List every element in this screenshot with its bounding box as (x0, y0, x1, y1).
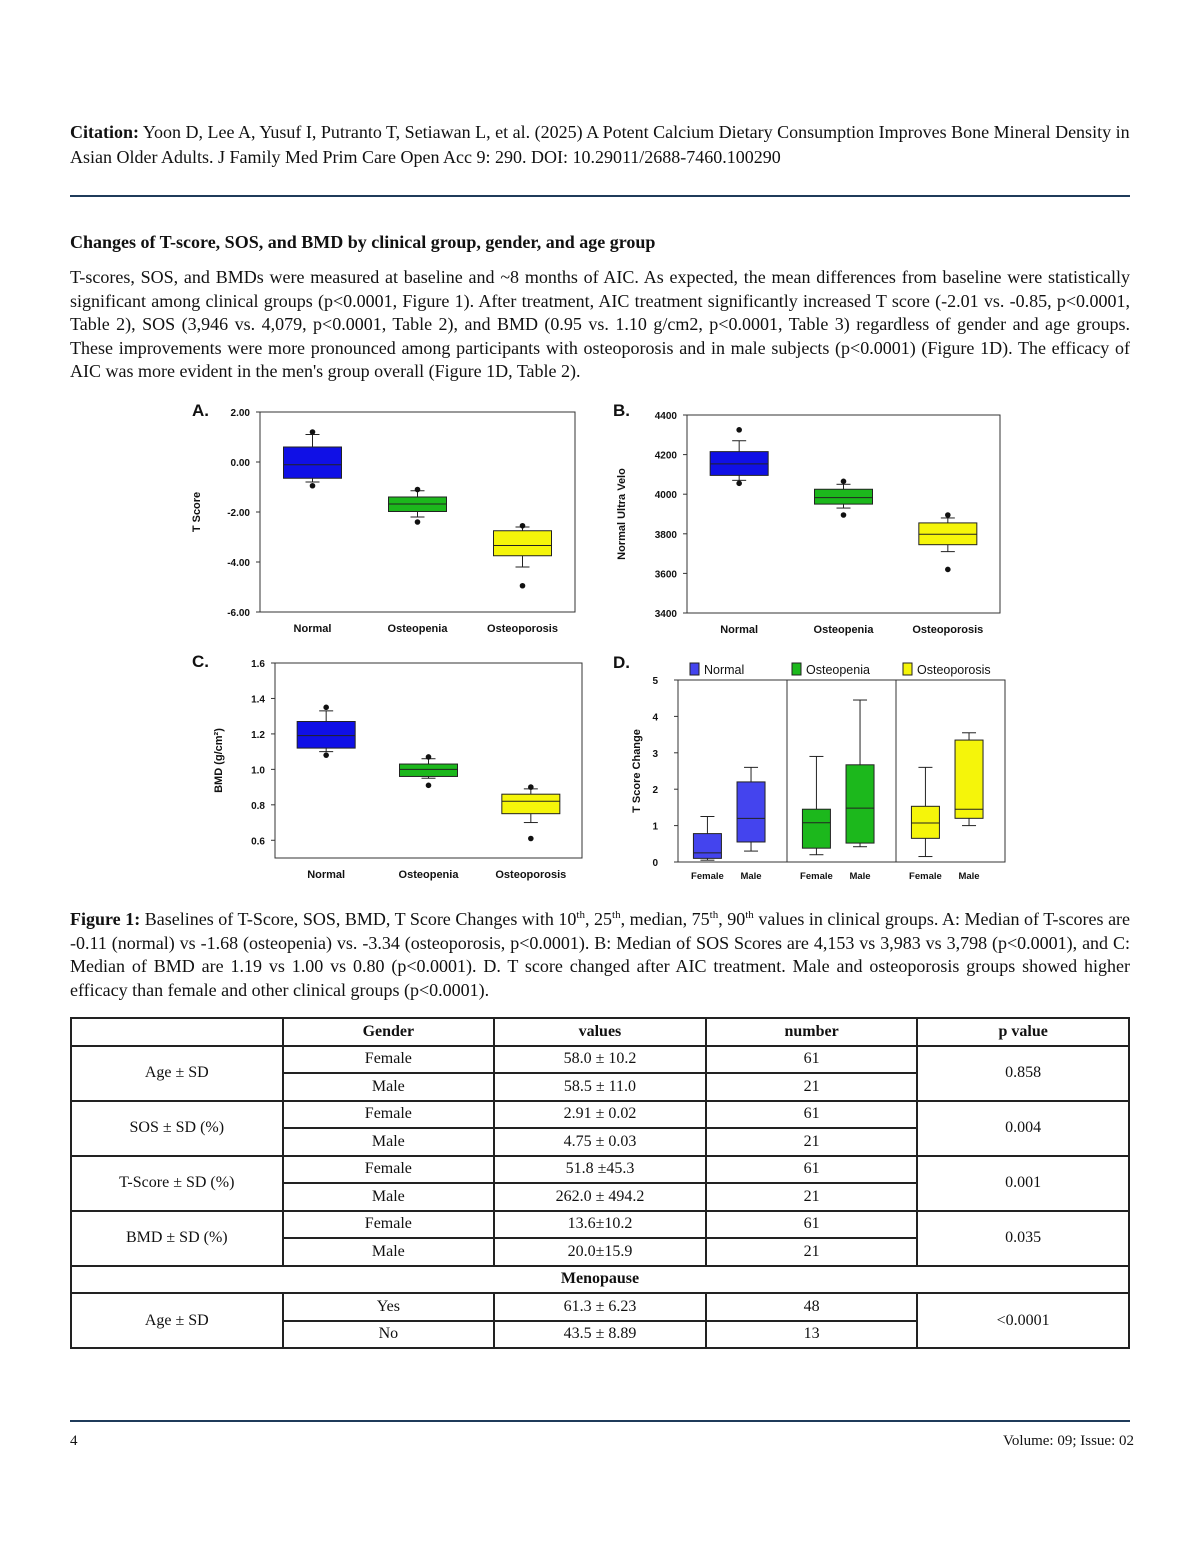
x-tick-label: Osteoporosis (495, 869, 567, 881)
x-tick-label: Osteoporosis (487, 623, 558, 635)
p-value: 0.001 (917, 1156, 1129, 1211)
table-cell: 48 (706, 1293, 918, 1321)
table-cell: Female (283, 1211, 495, 1239)
outlier-point (415, 487, 421, 493)
table-subheading: Menopause (71, 1266, 1129, 1294)
outlier-point (736, 481, 742, 487)
p-value: 0.858 (917, 1046, 1129, 1101)
outlier-point (945, 567, 951, 573)
outlier-point (323, 752, 329, 758)
outlier-point (528, 784, 534, 790)
table-cell: 21 (706, 1238, 918, 1266)
legend-label: Osteopenia (806, 663, 870, 677)
y-tick-label: 4400 (654, 411, 677, 422)
table-header-cell: p value (917, 1018, 1129, 1046)
row-label: Age ± SD (71, 1293, 283, 1348)
outlier-point (310, 483, 316, 489)
y-tick-label: 2 (652, 785, 658, 797)
y-axis-label: T Score (191, 491, 203, 533)
y-tick-label: 0 (652, 858, 658, 869)
x-tick-label: Osteopenia (398, 869, 459, 881)
table-cell: 58.5 ± 11.0 (494, 1073, 706, 1101)
y-tick-label: -6.00 (227, 608, 250, 619)
legend-swatch (690, 663, 699, 675)
outlier-point (736, 427, 742, 433)
table-cell: 61 (706, 1211, 918, 1239)
table-row (71, 1101, 1129, 1129)
table-2 (70, 1017, 1130, 1349)
caption-label: Figure 1: (70, 909, 141, 929)
y-tick-label: 1.2 (251, 729, 265, 741)
outlier-point (310, 429, 316, 435)
box (693, 834, 721, 859)
x-tick-label: Osteopenia (387, 623, 448, 635)
y-tick-label: 1.4 (251, 694, 265, 706)
table-row (71, 1046, 1129, 1074)
section-heading: Changes of T-score, SOS, and BMD by clinical group, gender, and age group (70, 232, 656, 252)
volume-issue: Volume: 09; Issue: 02 (1003, 1433, 1134, 1449)
x-tick-label: Normal (293, 623, 332, 635)
table-cell: 262.0 ± 494.2 (494, 1183, 706, 1211)
y-tick-label: 0.8 (251, 800, 265, 812)
box (911, 806, 939, 838)
box (737, 782, 765, 842)
table-cell: 13.6±10.2 (494, 1211, 706, 1239)
table-cell: Yes (283, 1293, 495, 1321)
table-header-row (71, 1018, 1129, 1046)
caption-sup-2: th (612, 909, 621, 921)
footer-rule (70, 1420, 1130, 1422)
caption-text-5: values in clinical groups. A: Median of T-scores are -0.11 (normal) vs -1.68 (osteopenia) vs. -3.34 (osteoporosis, p<0.0001). B: Median of SOS Scores are 4,153 vs 3,983 vs 3,798 (p<0.0001), and C: Median of BMD are 1.19 vs 1.00 vs 0.80 (p<0.0001). D. T score changed after AIC treatment. Male and osteoporosis groups showed higher efficacy than female and other clinical groups (p<0.0001). (70, 909, 1131, 1000)
figure-1-svg (180, 395, 1020, 895)
box (494, 531, 552, 556)
y-axis-label: BMD (g/cm²) (213, 728, 225, 793)
y-axis-label: Normal Ultra Velo (616, 468, 628, 560)
table-cell: Male (283, 1128, 495, 1156)
y-tick-label: 3600 (654, 569, 677, 581)
y-tick-label: 5 (652, 676, 658, 687)
caption-sup-3: th (709, 909, 719, 921)
row-label: BMD ± SD (%) (71, 1211, 283, 1266)
figure-1 (180, 395, 1020, 895)
panel-label: B. (613, 401, 630, 420)
box (955, 740, 983, 818)
table-cell: 43.5 ± 8.89 (494, 1321, 706, 1349)
y-tick-label: 4200 (654, 450, 677, 462)
row-label: T-Score ± SD (%) (71, 1156, 283, 1211)
outlier-point (426, 783, 432, 789)
table-cell: 51.8 ±45.3 (494, 1156, 706, 1184)
table-cell: 61.3 ± 6.23 (494, 1293, 706, 1321)
outlier-point (945, 512, 951, 518)
table-cell: 61 (706, 1156, 918, 1184)
table-row (71, 1293, 1129, 1321)
panel-label: A. (192, 401, 209, 420)
caption-text-4: , 90 (718, 909, 746, 929)
panel-label: C. (192, 652, 209, 671)
legend-swatch (903, 663, 912, 675)
table-cell: 61 (706, 1101, 918, 1129)
x-tick-label: Female (909, 871, 942, 882)
table-header-cell: Gender (283, 1018, 495, 1046)
y-tick-label: 1.6 (251, 659, 265, 670)
table-cell: Female (283, 1046, 495, 1074)
box (846, 765, 874, 843)
outlier-point (520, 583, 526, 589)
row-label: Age ± SD (71, 1046, 283, 1101)
box (815, 489, 873, 504)
y-tick-label: 1 (652, 821, 658, 833)
body-paragraph: T-scores, SOS, and BMDs were measured at baseline and ~8 months of AIC. As expected, the mean differences from baseline were statistically significant among clinical groups (p<0.0001, Figure 1). After treatment, AIC treatment significantly increased T score (-2.01 vs. -0.85, p<0.0001, Table 2), SOS (3,946 vs. 4,079, p<0.0001, Table 2), and BMD (0.95 vs. 1.10 g/cm2, p<0.0001, Table 3) regardless of gender and age groups. These improvements were more pronounced among participants with osteoporosis and in male subjects (p<0.0001) (Figure 1D). The efficacy of AIC was more evident in the men's group overall (Figure 1D, Table 2). (70, 267, 1130, 381)
x-tick-label: Male (849, 871, 871, 882)
table-cell: Male (283, 1073, 495, 1101)
x-tick-label: Normal (720, 624, 759, 636)
y-tick-label: 2.00 (230, 408, 250, 419)
outlier-point (415, 519, 421, 525)
table-cell: 13 (706, 1321, 918, 1349)
caption-text-1: Baselines of T-Score, SOS, BMD, T Score Changes with 10 (144, 909, 577, 929)
y-tick-label: 4000 (654, 490, 677, 502)
table-cell: 21 (706, 1128, 918, 1156)
box (502, 794, 560, 814)
x-tick-label: Osteoporosis (912, 624, 984, 636)
y-tick-label: 3800 (654, 529, 677, 541)
table-cell: 2.91 ± 0.02 (494, 1101, 706, 1129)
table-cell: Male (283, 1183, 495, 1211)
box (400, 764, 458, 776)
box (284, 447, 342, 478)
table-cell: 58.0 ± 10.2 (494, 1046, 706, 1074)
legend-label: Osteoporosis (917, 663, 991, 677)
p-value: <0.0001 (917, 1293, 1129, 1348)
table-row (71, 1211, 1129, 1239)
table-cell: Male (283, 1238, 495, 1266)
row-label: SOS ± SD (%) (71, 1101, 283, 1156)
caption-sup-4: th (745, 909, 754, 921)
table-subheading-row (71, 1266, 1129, 1294)
outlier-point (520, 523, 526, 529)
outlier-point (426, 754, 432, 760)
table-header-cell: number (706, 1018, 918, 1046)
citation (70, 120, 1135, 170)
panel-label: D. (613, 653, 630, 672)
y-tick-label: 0.6 (251, 836, 265, 848)
y-tick-label: 1.0 (251, 765, 265, 777)
x-tick-label: Normal (307, 869, 346, 881)
x-tick-label: Osteopenia (813, 624, 874, 636)
caption-text-3: , median, 75 (620, 909, 710, 929)
p-value: 0.035 (917, 1211, 1129, 1266)
outlier-point (841, 512, 847, 518)
figure-caption (70, 908, 1130, 1002)
y-tick-label: -4.00 (227, 558, 250, 569)
y-axis-label: T Score Change (631, 729, 643, 813)
x-tick-label: Female (691, 871, 724, 882)
table-cell: 20.0±15.9 (494, 1238, 706, 1266)
legend-label: Normal (704, 663, 745, 677)
y-tick-label: 3400 (654, 609, 677, 620)
table-cell: Female (283, 1101, 495, 1129)
y-tick-label: -2.00 (227, 508, 250, 519)
header-rule (70, 195, 1130, 197)
x-tick-label: Male (740, 871, 762, 882)
table-cell: 21 (706, 1183, 918, 1211)
x-tick-label: Female (800, 871, 833, 882)
table-cell: Female (283, 1156, 495, 1184)
table-cell: 61 (706, 1046, 918, 1074)
citation-label: Citation: (70, 122, 139, 142)
p-value: 0.004 (917, 1101, 1129, 1156)
table-cell: No (283, 1321, 495, 1349)
legend-swatch (792, 663, 801, 675)
outlier-point (528, 836, 534, 842)
box (297, 722, 355, 749)
y-tick-label: 0.00 (230, 458, 250, 469)
box (802, 809, 830, 848)
caption-sup-1: th (576, 909, 585, 921)
table-row (71, 1156, 1129, 1184)
citation-text: Yoon D, Lee A, Yusuf I, Putranto T, Setiawan L, et al. (2025) A Potent Calcium Dietary Consumption Improves Bone Mineral Density in Asian Older Adults. J Family Med Prim Care Open Acc 9: 290. DOI: 10.29011/2688-7460.100290 (70, 122, 1130, 167)
outlier-point (323, 705, 329, 711)
table-cell: 21 (706, 1073, 918, 1101)
outlier-point (841, 479, 847, 485)
table-header-cell (71, 1018, 283, 1046)
y-tick-label: 4 (652, 712, 658, 724)
table-header-cell: values (494, 1018, 706, 1046)
caption-text-2: , 25 (584, 909, 613, 929)
x-tick-label: Male (958, 871, 980, 882)
table-cell: 4.75 ± 0.03 (494, 1128, 706, 1156)
page-number: 4 (70, 1433, 78, 1449)
y-tick-label: 3 (652, 748, 658, 760)
